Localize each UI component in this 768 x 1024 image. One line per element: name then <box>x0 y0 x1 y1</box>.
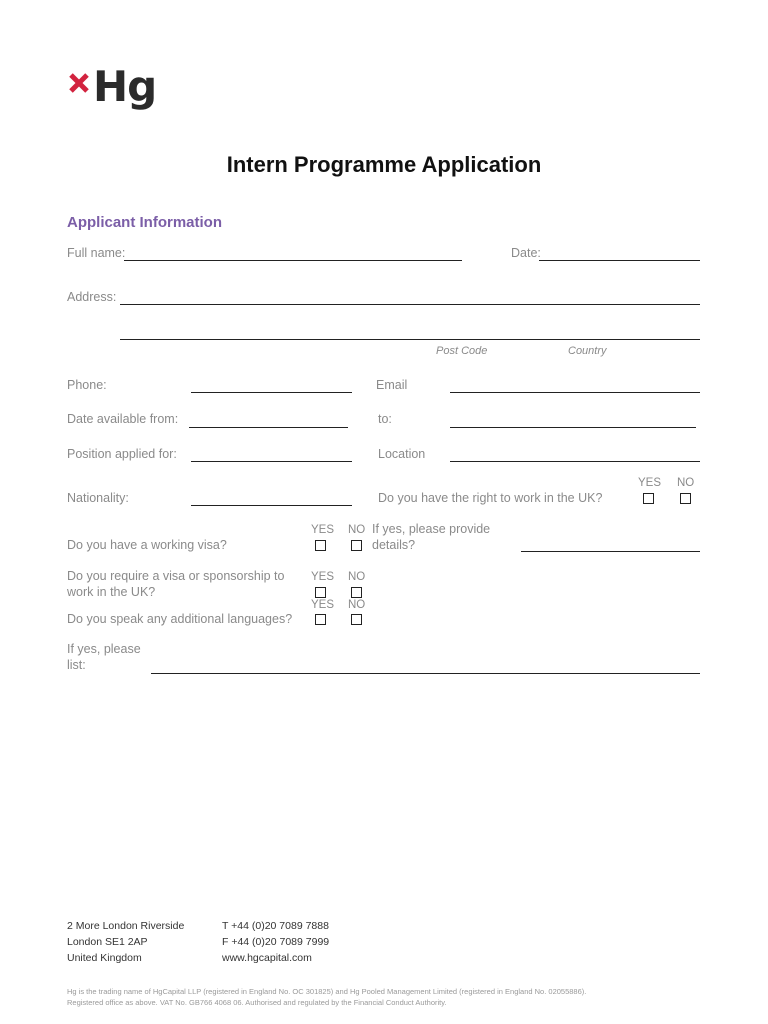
footer-web-link[interactable]: www.hgcapital.com <box>222 952 312 964</box>
visa-sponsorship-label: Do you require a visa or sponsorship to work in the UK? <box>67 569 285 599</box>
right-to-work-no-checkbox[interactable] <box>680 493 691 504</box>
languages-list-label: If yes, please list: <box>67 642 141 672</box>
footer-legal-line2: Registered office as above. VAT No. GB766 4068 06. Authorised and regulated by the Financial Conduct Authority. <box>67 998 447 1007</box>
date-field[interactable] <box>539 260 700 261</box>
footer-fax: F +44 (0)20 7089 7999 <box>222 936 330 948</box>
working-visa-yes-checkbox[interactable] <box>315 540 326 551</box>
visa-sponsorship-yes-label: YES <box>311 571 335 583</box>
location-label: Location <box>378 447 426 461</box>
address-field-line1[interactable] <box>120 304 700 305</box>
address-label: Address: <box>67 290 117 304</box>
footer-address-line1: 2 More London Riverside <box>67 920 185 932</box>
position-field[interactable] <box>191 461 352 462</box>
footer-address-line2: London SE1 2AP <box>67 936 148 948</box>
nationality-label: Nationality: <box>67 491 129 505</box>
right-to-work-label: Do you have the right to work in the UK? <box>378 491 603 505</box>
email-field[interactable] <box>450 392 700 393</box>
visa-sponsorship-no-label: NO <box>348 571 366 583</box>
languages-label: Do you speak any additional languages? <box>67 612 293 626</box>
address-field-line2[interactable] <box>120 339 700 340</box>
working-visa-label: Do you have a working visa? <box>67 538 227 552</box>
working-visa-yes-label: YES <box>311 524 335 536</box>
provide-details-label: If yes, please provide details? <box>372 522 491 552</box>
languages-list-field[interactable] <box>151 673 700 674</box>
languages-no-label: NO <box>348 599 366 611</box>
footer-legal-line1: Hg is the trading name of HgCapital LLP (registered in England No. OC 301825) and Hg Pooled Management Limited (registered in England No. 02055886). <box>67 987 587 996</box>
x-mark-icon <box>68 72 90 94</box>
languages-yes-label: YES <box>311 599 335 611</box>
working-visa-no-checkbox[interactable] <box>351 540 362 551</box>
post-code-label: Post Code <box>436 345 488 357</box>
nationality-field[interactable] <box>191 505 352 506</box>
date-from-label: Date available from: <box>67 412 179 426</box>
languages-yes-checkbox[interactable] <box>315 614 326 625</box>
country-label: Country <box>568 345 607 357</box>
footer-contact <box>222 918 329 966</box>
page-title: Intern Programme Application <box>226 152 542 177</box>
languages-no-checkbox[interactable] <box>351 614 362 625</box>
right-to-work-yes-checkbox[interactable] <box>643 493 654 504</box>
logo-text: Hg <box>93 62 157 111</box>
full-name-label: Full name: <box>67 246 126 260</box>
visa-sponsorship-yes-checkbox[interactable] <box>315 587 326 598</box>
section-heading: Applicant Information <box>67 214 222 231</box>
location-field[interactable] <box>450 461 700 462</box>
date-from-field[interactable] <box>189 427 348 428</box>
visa-sponsorship-no-checkbox[interactable] <box>351 587 362 598</box>
footer-phone: T +44 (0)20 7089 7888 <box>222 920 329 932</box>
phone-label: Phone: <box>67 378 107 392</box>
date-to-field[interactable] <box>450 427 696 428</box>
email-label: Email <box>376 378 408 392</box>
footer-legal <box>67 986 707 1008</box>
footer-address <box>67 918 184 966</box>
right-to-work-yes-label: YES <box>638 477 662 489</box>
date-label: Date: <box>511 246 541 260</box>
phone-field[interactable] <box>191 392 352 393</box>
full-name-field[interactable] <box>124 260 462 261</box>
right-to-work-no-label: NO <box>677 477 695 489</box>
provide-details-field[interactable] <box>521 551 700 552</box>
position-label: Position applied for: <box>67 447 177 461</box>
date-to-label: to: <box>378 412 392 426</box>
working-visa-no-label: NO <box>348 524 366 536</box>
footer-address-line3: United Kingdom <box>67 952 142 964</box>
